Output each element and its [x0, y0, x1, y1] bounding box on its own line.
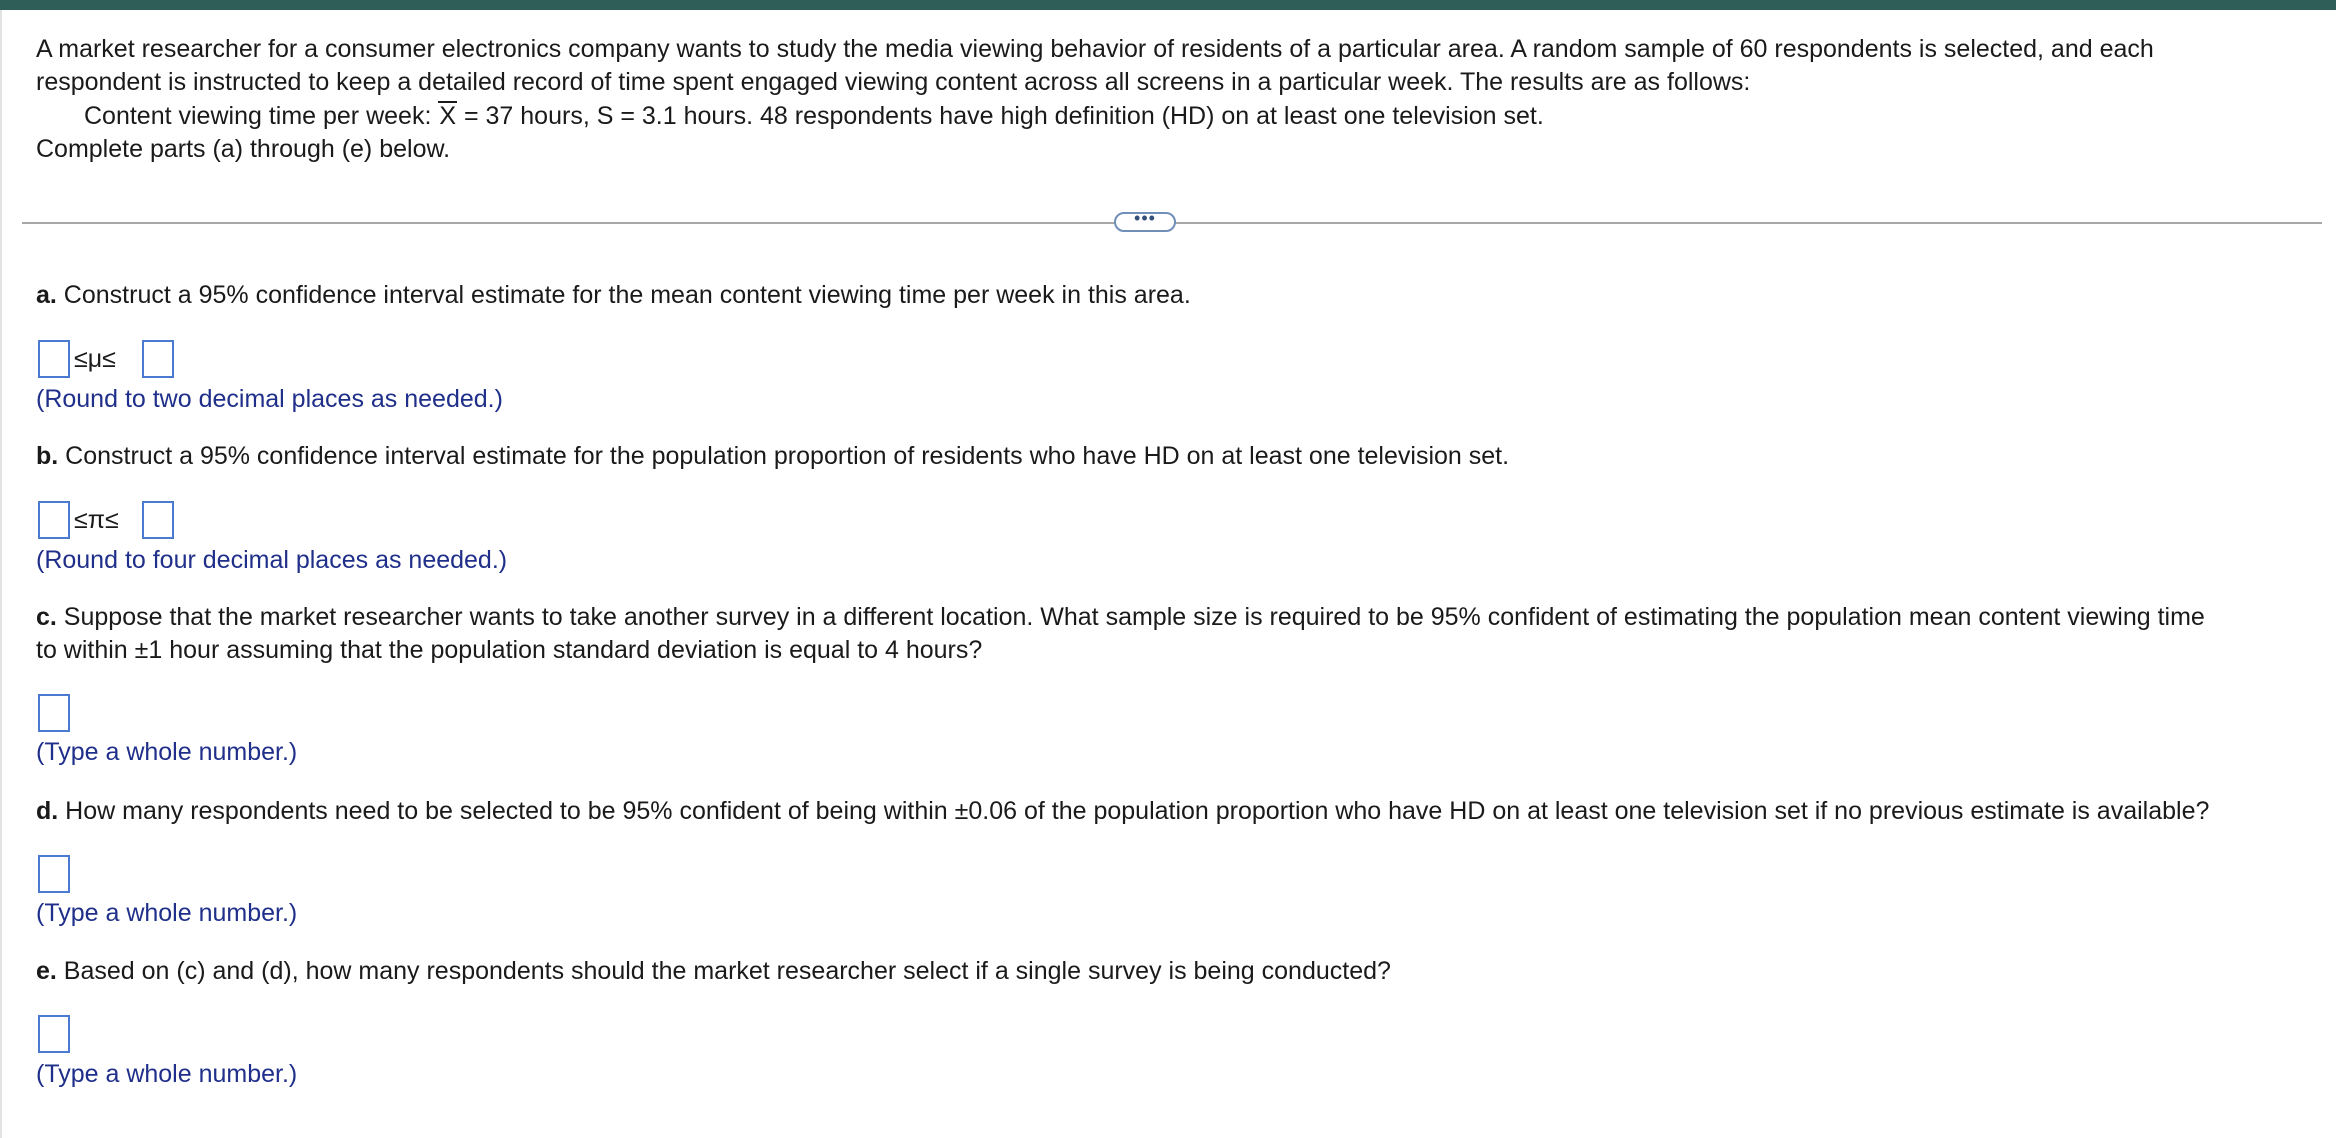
part-b-letter: b. — [36, 442, 59, 470]
part-c-answer-input[interactable] — [38, 694, 70, 732]
part-c-hint: (Type a whole number.) — [36, 738, 298, 766]
part-c-question-line-2: to within ±1 hour assuming that the population standard deviation is equal to 4 hours? — [36, 636, 983, 664]
part-a-relation: ≤μ≤ — [74, 345, 116, 373]
problem-data-line — [84, 99, 1544, 133]
part-d-text: How many respondents need to be selected to be 95% confident of being within ±0.06 of the population proportion who have HD on at least one television set if no previous estimate is available? — [58, 797, 2210, 825]
part-b-hint: (Round to four decimal places as needed.) — [36, 546, 508, 574]
data-suffix: = 37 hours, S = 3.1 hours. 48 respondents have high definition (HD) on at least one television set. — [457, 102, 1544, 130]
left-edge-border — [0, 10, 2, 1138]
part-e-letter: e. — [36, 957, 57, 985]
part-c-question-line-1 — [36, 600, 2205, 634]
problem-instruction: Complete parts (a) through (e) below. — [36, 135, 451, 163]
part-e-text: Based on (c) and (d), how many respondents should the market researcher select if a single survey is being conducted? — [56, 957, 1391, 985]
part-b-lower-bound-input[interactable] — [38, 501, 70, 539]
top-header-bar — [0, 0, 2336, 10]
part-e-question — [36, 954, 1391, 988]
x-bar-symbol: X — [439, 102, 457, 130]
part-b-relation: ≤π≤ — [74, 506, 119, 534]
part-c-text-1: Suppose that the market researcher wants to take another survey in a different location. What sample size is required to be 95% confident of estimating the population mean content viewing time — [56, 603, 2205, 631]
part-e-answer-input[interactable] — [38, 1015, 70, 1053]
part-d-answer-input[interactable] — [38, 855, 70, 893]
part-c-letter: c. — [36, 603, 57, 631]
part-a-text: Construct a 95% confidence interval estimate for the mean content viewing time per week in this area. — [56, 281, 1191, 309]
part-a-letter: a. — [36, 281, 57, 309]
part-a-question — [36, 278, 1191, 312]
data-prefix: Content viewing time per week: — [84, 102, 439, 130]
part-e-hint: (Type a whole number.) — [36, 1060, 298, 1088]
expand-button[interactable]: ••• — [1114, 212, 1176, 232]
part-a-upper-bound-input[interactable] — [142, 340, 174, 378]
part-a-lower-bound-input[interactable] — [38, 340, 70, 378]
part-d-question — [36, 794, 2209, 828]
part-d-hint: (Type a whole number.) — [36, 899, 298, 927]
part-b-question — [36, 439, 1509, 473]
problem-intro-line-2: respondent is instructed to keep a detailed record of time spent engaged viewing content across all screens in a particular week. The results are as follows: — [36, 68, 1751, 96]
part-b-upper-bound-input[interactable] — [142, 501, 174, 539]
part-b-text: Construct a 95% confidence interval estimate for the population proportion of residents who have HD on at least one television set. — [58, 442, 1510, 470]
part-a-hint: (Round to two decimal places as needed.) — [36, 385, 503, 413]
part-d-letter: d. — [36, 797, 59, 825]
problem-intro-line-1: A market researcher for a consumer electronics company wants to study the media viewing behavior of residents of a particular area. A random sample of 60 respondents is selected, and each — [36, 35, 2154, 63]
